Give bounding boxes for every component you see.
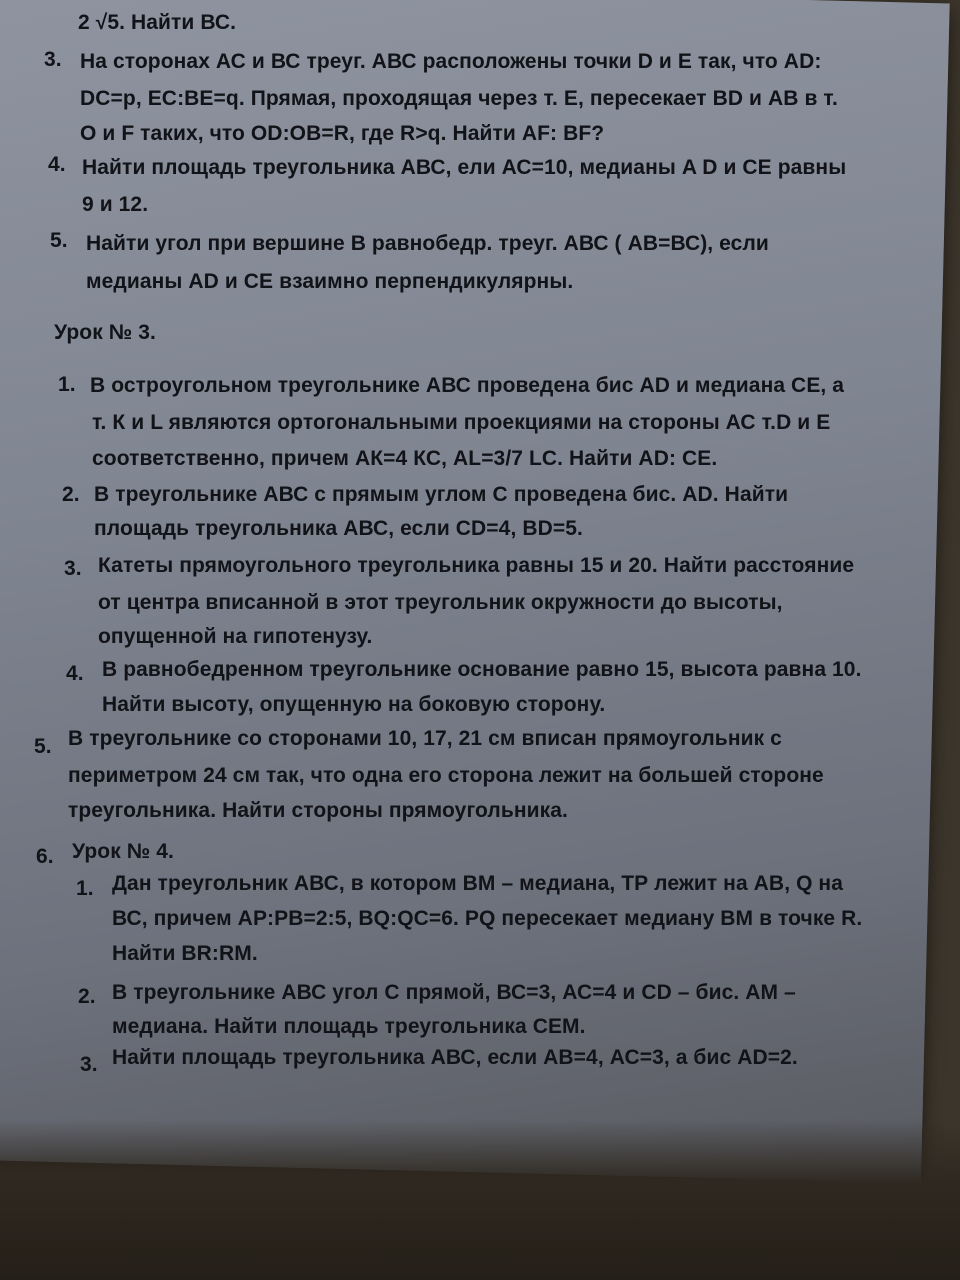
lesson2-item3-line3: O и F таких, что OD:OB=R, где R>q. Найти AF: BF? <box>80 122 605 145</box>
lesson3-item5-line2: периметром 24 см так, что одна его сторона лежит на большей стороне <box>68 764 824 787</box>
lesson2-item4-line2: 9 и 12. <box>82 193 149 216</box>
lesson2-item3-line2: DC=p, EC:BE=q. Прямая, проходящая через т. E, пересекает BD и AB в т. <box>80 87 838 110</box>
lesson4-item1-line1: Дан треугольник АВС, в котором ВМ – медиана, ТР лежит на АВ, Q на <box>112 872 843 895</box>
lesson3-item5-line1: В треугольнике со сторонами 10, 17, 21 см вписан прямоугольник с <box>68 727 782 750</box>
lesson4-item2-line1: В треугольнике АВС угол С прямой, ВС=3, АС=4 и CD – бис. AM – <box>112 981 796 1004</box>
lesson3-item4-line2: Найти высоту, опущенную на боковую сторону. <box>102 693 606 716</box>
lesson2-item4-line1: Найти площадь треугольника АВС, ели АС=10, медианы A D и СЕ равны <box>82 156 847 179</box>
lesson2-item5-line2: медианы AD и СЕ взаимно перпендикулярны. <box>86 270 574 293</box>
lesson3-item1-line3: соответственно, причем АК=4 КС, AL=3/7 LC. Найти AD: CE. <box>92 447 718 470</box>
lesson2-item5-line1: Найти угол при вершине В равнобедр. треуг. АВС ( АВ=ВС), если <box>86 232 769 255</box>
lesson3-item3-number: 3. <box>64 557 82 580</box>
lesson4-item1-line2: ВС, причем AP:PB=2:5, BQ:QC=6. PQ пересекает медиану ВМ в точке R. <box>112 907 863 930</box>
lesson3-item4-number: 4. <box>66 662 84 685</box>
lesson3-item2-line2: площадь треугольника АВС, если CD=4, BD=5. <box>94 517 583 540</box>
lesson4-item1-number: 1. <box>76 877 94 900</box>
lesson2-item5-number: 5. <box>50 229 68 252</box>
lesson3-item5-number: 5. <box>34 735 52 758</box>
lesson3-item3-line1: Катеты прямоугольного треугольника равны 15 и 20. Найти расстояние <box>98 554 855 577</box>
lesson3-item2-line1: В треугольнике АВС с прямым углом С проведена бис. AD. Найти <box>94 483 789 506</box>
lesson3-item1-line2: т. К и L являются ортогональными проекциями на стороны АС т.D и Е <box>92 411 831 434</box>
lesson3-item1-line1: В остроугольном треугольнике АВС проведена бис AD и медиана СЕ, а <box>90 374 845 397</box>
lesson4-number: 6. <box>36 845 54 868</box>
lesson4-item1-line3: Найти BR:RM. <box>112 942 258 965</box>
lesson4-item2-number: 2. <box>78 985 96 1008</box>
lesson2-item3-line1: На сторонах АС и ВС треуг. АВС расположены точки D и E так, что AD: <box>80 50 822 73</box>
lesson3-item3-line2: от центра вписанной в этот треугольник окружности до высоты, <box>98 591 783 614</box>
lesson4-item2-line2: медиана. Найти площадь треугольника СЕМ. <box>112 1015 586 1038</box>
lesson3-heading: Урок № 3. <box>54 321 156 344</box>
lesson3-item5-line3: треугольника. Найти стороны прямоугольника. <box>68 799 568 822</box>
lesson2-item2-tail: 2 √5. Найти ВС. <box>78 11 237 34</box>
lesson2-item4-number: 4. <box>48 153 66 176</box>
lesson2-item3-number: 3. <box>44 48 62 71</box>
lesson4-item3-line1: Найти площадь треугольника АВС, если АВ=4, АС=3, а бис AD=2. <box>112 1046 798 1069</box>
lesson3-item2-number: 2. <box>62 483 80 506</box>
lesson4-heading: Урок № 4. <box>72 840 174 863</box>
lesson3-item4-line1: В равнобедренном треугольнике основание равно 15, высота равна 10. <box>102 658 862 681</box>
lesson4-item3-number: 3. <box>80 1053 98 1076</box>
lesson3-item1-number: 1. <box>58 373 76 396</box>
lesson3-item3-line3: опущенной на гипотенузу. <box>98 625 373 648</box>
